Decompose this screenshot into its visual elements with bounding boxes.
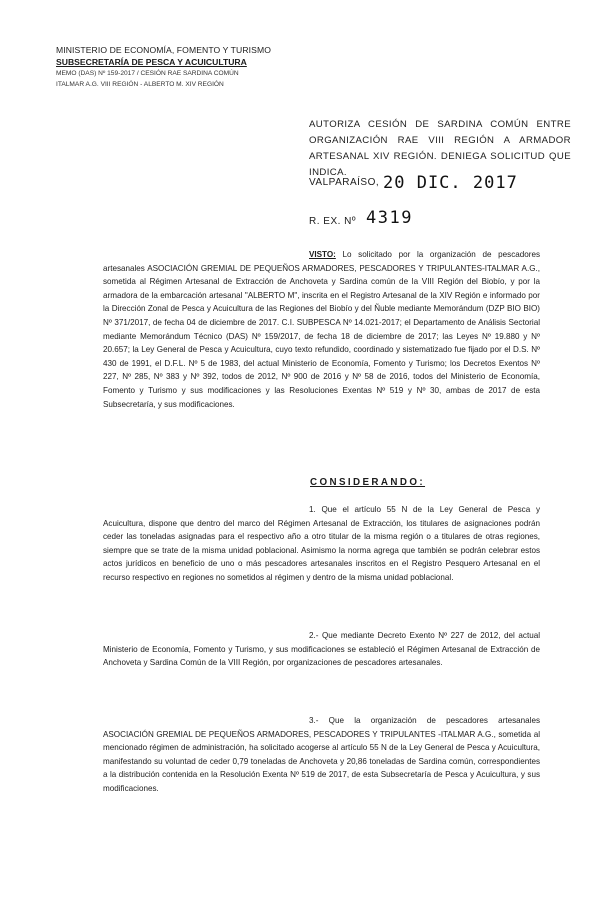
date-stamp: 20 DIC. 2017 xyxy=(383,173,518,193)
considerando-paragraph-3 xyxy=(103,714,540,796)
considerando-text-3: 3.- Que la organización de pescadores artesanales ASOCIACIÓN GREMIAL DE PEQUEÑOS ARMADORES, PESCADORES Y TRIPULANTES -ITALMAR A.G., sometida al mencionado régimen de administración, ha solicitado acogerse al artículo 55 N de la Ley General de Pesca y Acuicultura, manifestando su voluntad de ceder 0,79 toneladas de Anchoveta y 20,86 toneladas de Sardina común, correspondientes a la distribución contenida en la Resolución Exenta Nº 519 de 2017, de esta Subsecretaría de Pesca y Acuicultura, y sus modificaciones. xyxy=(103,716,540,793)
ministry-name: MINISTERIO DE ECONOMÍA, FOMENTO Y TURISMO xyxy=(56,45,271,55)
considerando-text-1: 1. Que el artículo 55 N de la Ley General de Pesca y Acuicultura, dispone que dentro del marco del Régimen Artesanal de Extracción, los titulares de asignaciones podrán ceder las toneladas asignadas para el respectivo año a otro titular de la misma región o a titulares de otras regiones, siempre que se trate de la misma unidad poblacional. Asimismo la norma agrega que también se podrán celebrar estos actos jurídicos en beneficio de uno o más pescadores artesanales inscritos en el Registro Pesquero Artesanal en el recurso respectivo en regiones no sometidos al régimen y dentro de la misma unidad poblacional. xyxy=(103,505,540,582)
reference-line-1: MEMO (DAS) Nº 159-2017 / CESIÓN RAE SARDINA COMÚN xyxy=(56,70,239,77)
resolution-number: 4319 xyxy=(366,208,413,228)
visto-paragraph xyxy=(103,248,540,411)
subsecretaria-name: SUBSECRETARÍA DE PESCA Y ACUICULTURA xyxy=(56,57,247,67)
considerando-heading: CONSIDERANDO: xyxy=(310,477,426,488)
considerando-paragraph-2 xyxy=(103,629,540,670)
visto-text: Lo solicitado por la organización de pescadores artesanales ASOCIACIÓN GREMIAL DE PEQUEÑOS ARMADORES, PESCADORES Y TRIPULANTES-ITALMAR A.G., sometida al Régimen Artesanal de Extracción de Anchoveta y Sardina común de la VIII Región del Biobío, y por la armadora de la embarcación artesanal "ALBERTO M", inscrita en el Registro Artesanal de la XIV Región e informado por la Dirección Zonal de Pesca y Acuicultura de las Regiones del Biobío y del Ñuble mediante Memorándum (DZP BIO BIO) Nº 371/2017, de fecha 04 de diciembre de 2017. C.I. SUBPESCA Nº 14.021-2017; el Departamento de Análisis Sectorial mediante Memorándum Técnico (DAS) Nº 159/2017, de fecha 18 de diciembre de 2017; las Leyes Nº 19.880 y Nº 20.657; la Ley General de Pesca y Acuicultura, cuyo texto refundido, coordinado y sistematizado fue fijado por el D.S. Nº 430 de 1991, el D.F.L. Nº 5 de 1983, del actual Ministerio de Economía, Fomento y Turismo; los Decretos Exentos Nº 227, Nº 285, Nº 383 y Nº 392, todos de 2012, Nº 900 de 2016 y Nº 58 de 2016, todos del Ministerio de Economía, Fomento y Turismo y sus modificaciones y las Resoluciones Exentas Nº 519 y Nº 30, ambas de 2017 de esta Subsecretaría, y sus modificaciones. xyxy=(103,250,540,409)
resolution-subject: AUTORIZA CESIÓN DE SARDINA COMÚN ENTRE ORGANIZACIÓN RAE VIII REGIÓN A ARMADOR ARTESANAL XIV REGIÓN. DENIEGA SOLICITUD QUE INDICA. xyxy=(309,119,571,178)
considerando-text-2: 2.- Que mediante Decreto Exento Nº 227 de 2012, del actual Ministerio de Economía, Fomento y Turismo, y sus modificaciones se estableció el Régimen Artesanal de Extracción de Anchoveta y Sardina Común de la VIII Región, por organizaciones de pescadores artesanales. xyxy=(103,631,540,668)
date-place: VALPARAÍSO, xyxy=(309,177,380,188)
considerando-paragraph-1 xyxy=(103,503,540,585)
visto-lead: VISTO: xyxy=(309,250,336,259)
letterhead xyxy=(56,44,296,90)
reference-line-2: ITALMAR A.G. VIII REGIÓN - ALBERTO M. XIV REGIÓN xyxy=(56,81,224,88)
resolution-label: R. EX. Nº xyxy=(309,216,357,227)
